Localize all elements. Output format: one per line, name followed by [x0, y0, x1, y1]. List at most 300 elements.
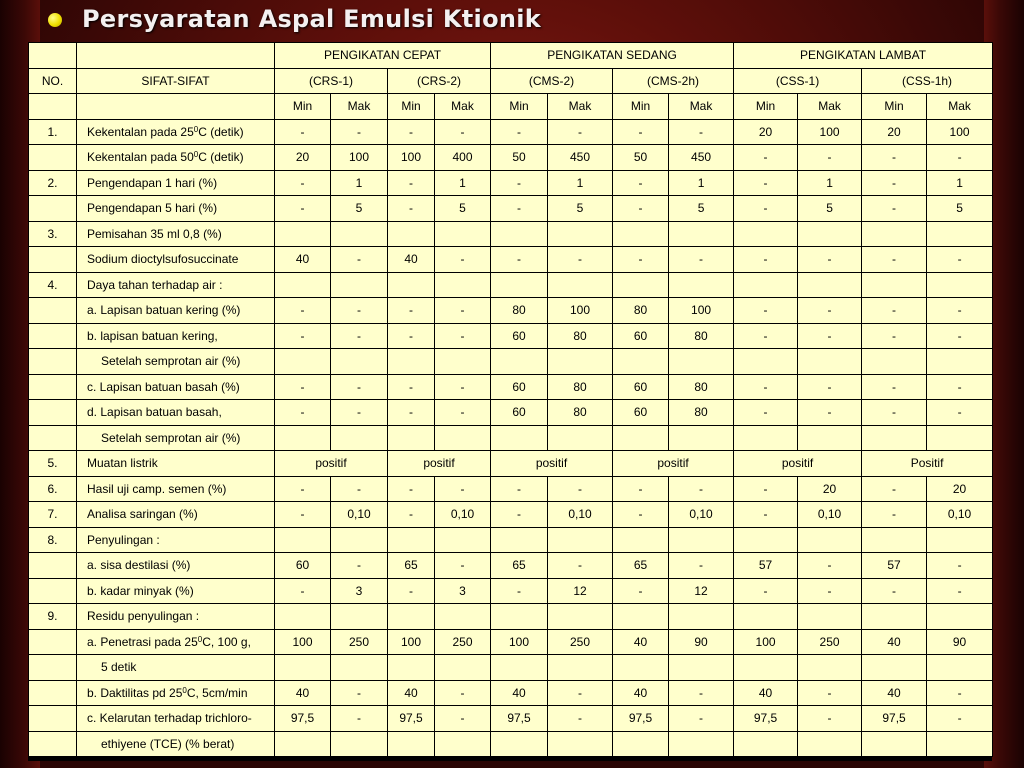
value-cell: - — [734, 374, 798, 400]
value-cell: - — [388, 476, 435, 502]
value-cell: - — [548, 119, 613, 145]
bullet-icon — [48, 13, 62, 27]
property-label: 5 detik — [101, 660, 137, 675]
row-number — [29, 400, 77, 426]
value-cell: - — [435, 247, 491, 273]
value-cell — [613, 604, 669, 630]
property-label: b. kadar minyak (%) — [87, 583, 194, 598]
value-cell: - — [862, 323, 927, 349]
value-cell: - — [669, 119, 734, 145]
property-label: a. Lapisan batuan kering (%) — [87, 303, 241, 318]
value-cell: 65 — [491, 553, 548, 579]
row-number: 2. — [29, 170, 77, 196]
value-cell: 40 — [275, 680, 331, 706]
value-cell: - — [613, 170, 669, 196]
value-cell — [435, 425, 491, 451]
value-cell: - — [734, 578, 798, 604]
value-cell — [388, 221, 435, 247]
property-cell — [77, 578, 275, 604]
value-cell: - — [331, 119, 388, 145]
table-row — [29, 578, 993, 604]
value-cell: - — [862, 247, 927, 273]
value-cell: 12 — [548, 578, 613, 604]
property-label: b. Daktilitas pd 25 — [87, 685, 183, 700]
table-row — [29, 527, 993, 553]
value-cell: - — [435, 400, 491, 426]
value-cell — [669, 731, 734, 757]
value-cell: 450 — [548, 145, 613, 171]
value-cell — [798, 221, 862, 247]
min-header: Min — [275, 94, 331, 120]
value-cell: 80 — [669, 323, 734, 349]
value-cell: 1 — [331, 170, 388, 196]
property-cell — [77, 323, 275, 349]
value-cell — [388, 527, 435, 553]
row-number — [29, 629, 77, 655]
value-cell — [734, 655, 798, 681]
property-cell — [77, 502, 275, 528]
value-cell — [798, 527, 862, 553]
value-cell: - — [388, 298, 435, 324]
value-cell: 60 — [613, 374, 669, 400]
value-cell-merged: Positif — [862, 451, 993, 477]
value-cell: - — [798, 680, 862, 706]
degree-superscript: 0 — [193, 124, 199, 134]
value-cell: - — [435, 706, 491, 732]
value-cell: - — [491, 196, 548, 222]
min-header: Min — [862, 94, 927, 120]
value-cell: 0,10 — [798, 502, 862, 528]
property-cell — [77, 527, 275, 553]
value-cell — [331, 349, 388, 375]
value-cell-merged: positif — [734, 451, 862, 477]
value-cell: - — [435, 119, 491, 145]
property-label: Kekentalan pada 50 — [87, 150, 194, 165]
value-cell: - — [548, 247, 613, 273]
value-cell: - — [669, 476, 734, 502]
value-cell: 97,5 — [275, 706, 331, 732]
value-cell: - — [927, 374, 993, 400]
value-cell — [734, 604, 798, 630]
row-number: 6. — [29, 476, 77, 502]
value-cell: - — [613, 476, 669, 502]
value-cell — [798, 425, 862, 451]
value-cell: - — [331, 476, 388, 502]
value-cell — [388, 349, 435, 375]
value-cell: 250 — [548, 629, 613, 655]
group-header: PENGIKATAN SEDANG — [491, 43, 734, 69]
value-cell: 97,5 — [734, 706, 798, 732]
value-cell: 80 — [548, 374, 613, 400]
value-cell — [734, 527, 798, 553]
value-cell — [734, 349, 798, 375]
value-cell — [388, 604, 435, 630]
value-cell: - — [275, 476, 331, 502]
value-cell: - — [548, 553, 613, 579]
table-row — [29, 298, 993, 324]
value-cell: - — [331, 298, 388, 324]
property-label: a. sisa destilasi (%) — [87, 558, 191, 573]
property-label: Daya tahan terhadap air : — [87, 277, 223, 292]
value-cell — [331, 221, 388, 247]
property-suffix: C, 100 g, — [202, 634, 251, 649]
value-cell — [548, 272, 613, 298]
table-row — [29, 731, 993, 757]
value-cell — [548, 604, 613, 630]
value-cell: 65 — [388, 553, 435, 579]
no-header: NO. — [29, 68, 77, 94]
value-cell: 100 — [275, 629, 331, 655]
value-cell — [435, 731, 491, 757]
row-number — [29, 731, 77, 757]
value-cell: 5 — [798, 196, 862, 222]
value-cell — [331, 655, 388, 681]
value-cell — [491, 655, 548, 681]
table-row — [29, 400, 993, 426]
value-cell — [331, 527, 388, 553]
value-cell: - — [491, 476, 548, 502]
value-cell: 57 — [862, 553, 927, 579]
value-cell: - — [798, 706, 862, 732]
value-cell — [927, 221, 993, 247]
value-cell: - — [798, 374, 862, 400]
value-cell: - — [862, 170, 927, 196]
value-cell: 40 — [388, 680, 435, 706]
value-cell: 65 — [613, 553, 669, 579]
value-cell — [798, 604, 862, 630]
value-cell: 40 — [613, 629, 669, 655]
value-cell-merged: positif — [491, 451, 613, 477]
property-cell — [77, 706, 275, 732]
value-cell: - — [435, 323, 491, 349]
value-cell: 100 — [548, 298, 613, 324]
min-header: Min — [613, 94, 669, 120]
value-cell: 100 — [734, 629, 798, 655]
value-cell: - — [927, 553, 993, 579]
value-cell: 20 — [927, 476, 993, 502]
value-cell — [927, 349, 993, 375]
property-cell — [77, 655, 275, 681]
value-cell: 97,5 — [862, 706, 927, 732]
value-cell — [862, 527, 927, 553]
value-cell — [435, 221, 491, 247]
table-wrapper — [28, 42, 992, 761]
property-suffix: C (detik) — [198, 124, 244, 139]
table-row — [29, 374, 993, 400]
value-cell: - — [734, 476, 798, 502]
value-cell — [275, 349, 331, 375]
value-cell: 60 — [275, 553, 331, 579]
table-row — [29, 247, 993, 273]
value-cell: - — [435, 298, 491, 324]
value-cell — [927, 604, 993, 630]
value-cell: 80 — [613, 298, 669, 324]
value-cell — [491, 604, 548, 630]
value-cell: 5 — [927, 196, 993, 222]
value-cell — [275, 272, 331, 298]
value-cell: - — [435, 374, 491, 400]
value-cell — [862, 221, 927, 247]
value-cell: 40 — [491, 680, 548, 706]
value-cell — [548, 527, 613, 553]
table-row — [29, 145, 993, 171]
value-cell: - — [669, 553, 734, 579]
value-cell: - — [927, 680, 993, 706]
property-label: b. lapisan batuan kering, — [87, 328, 218, 343]
value-cell: - — [388, 119, 435, 145]
value-cell — [734, 425, 798, 451]
value-cell — [862, 604, 927, 630]
value-cell: - — [927, 400, 993, 426]
value-cell: 97,5 — [388, 706, 435, 732]
value-cell — [613, 425, 669, 451]
value-cell: 250 — [798, 629, 862, 655]
row-number — [29, 349, 77, 375]
value-cell: 0,10 — [548, 502, 613, 528]
value-cell: - — [491, 247, 548, 273]
degree-superscript: 0 — [197, 634, 203, 644]
value-cell: 100 — [388, 145, 435, 171]
table-row — [29, 629, 993, 655]
value-cell: - — [798, 323, 862, 349]
value-cell — [275, 221, 331, 247]
property-suffix: C (detik) — [198, 150, 244, 165]
value-cell: - — [669, 680, 734, 706]
property-label: Sodium dioctylsufosuccinate — [87, 252, 239, 267]
value-cell: 20 — [734, 119, 798, 145]
value-cell: - — [613, 196, 669, 222]
value-cell: - — [275, 170, 331, 196]
value-cell — [669, 425, 734, 451]
min-header: Min — [491, 94, 548, 120]
property-label: Pengendapan 1 hari (%) — [87, 175, 218, 190]
value-cell: - — [798, 298, 862, 324]
value-cell — [669, 655, 734, 681]
min-header: Min — [734, 94, 798, 120]
degree-superscript: 0 — [182, 685, 187, 695]
row-number — [29, 374, 77, 400]
min-header: Min — [388, 94, 435, 120]
value-cell: - — [331, 553, 388, 579]
value-cell: - — [388, 374, 435, 400]
value-cell: - — [734, 196, 798, 222]
property-label: d. Lapisan batuan basah, — [87, 405, 222, 420]
mak-header: Mak — [435, 94, 491, 120]
property-cell — [77, 119, 275, 145]
value-cell: 50 — [491, 145, 548, 171]
property-cell — [77, 553, 275, 579]
value-cell: - — [927, 145, 993, 171]
property-label: Analisa saringan (%) — [87, 507, 198, 522]
property-label: Hasil uji camp. semen (%) — [87, 481, 227, 496]
value-cell: - — [862, 476, 927, 502]
value-cell — [927, 425, 993, 451]
value-cell: - — [927, 578, 993, 604]
value-cell: - — [331, 400, 388, 426]
value-cell: 97,5 — [491, 706, 548, 732]
header-row-minmax — [29, 94, 993, 120]
value-cell: 50 — [613, 145, 669, 171]
value-cell: - — [613, 247, 669, 273]
type-header: (CSS-1h) — [862, 68, 993, 94]
requirements-table — [28, 42, 993, 757]
header-row-groups — [29, 43, 993, 69]
header-cell — [77, 94, 275, 120]
type-header: (CRS-1) — [275, 68, 388, 94]
value-cell: 80 — [669, 374, 734, 400]
value-cell — [862, 272, 927, 298]
value-cell — [927, 527, 993, 553]
value-cell: - — [927, 706, 993, 732]
value-cell: 90 — [669, 629, 734, 655]
value-cell: - — [491, 502, 548, 528]
value-cell: - — [331, 374, 388, 400]
value-cell: - — [862, 578, 927, 604]
value-cell — [331, 604, 388, 630]
type-header: (CSS-1) — [734, 68, 862, 94]
value-cell: - — [798, 553, 862, 579]
row-number: 5. — [29, 451, 77, 477]
row-number — [29, 247, 77, 273]
value-cell: 60 — [491, 323, 548, 349]
property-label: c. Kelarutan terhadap trichloro- — [87, 711, 252, 726]
value-cell: 0,10 — [331, 502, 388, 528]
table-row — [29, 451, 993, 477]
value-cell: 80 — [491, 298, 548, 324]
value-cell: - — [388, 578, 435, 604]
value-cell: 250 — [331, 629, 388, 655]
value-cell: 3 — [435, 578, 491, 604]
table-row — [29, 680, 993, 706]
property-cell — [77, 680, 275, 706]
value-cell: 5 — [669, 196, 734, 222]
row-number: 9. — [29, 604, 77, 630]
value-cell — [435, 655, 491, 681]
value-cell: - — [331, 323, 388, 349]
value-cell — [548, 655, 613, 681]
value-cell — [927, 272, 993, 298]
value-cell — [331, 731, 388, 757]
value-cell: - — [548, 706, 613, 732]
table-row — [29, 476, 993, 502]
value-cell-merged: positif — [613, 451, 734, 477]
value-cell: - — [491, 578, 548, 604]
group-header: PENGIKATAN LAMBAT — [734, 43, 993, 69]
property-cell — [77, 221, 275, 247]
value-cell — [669, 272, 734, 298]
table-row — [29, 553, 993, 579]
table-row — [29, 349, 993, 375]
sifat-header: SIFAT-SIFAT — [77, 68, 275, 94]
row-number — [29, 145, 77, 171]
value-cell — [491, 425, 548, 451]
property-cell — [77, 349, 275, 375]
value-cell — [275, 425, 331, 451]
value-cell — [669, 349, 734, 375]
value-cell — [613, 221, 669, 247]
table-row — [29, 272, 993, 298]
value-cell — [548, 349, 613, 375]
value-cell — [548, 221, 613, 247]
value-cell: - — [798, 400, 862, 426]
value-cell: - — [388, 323, 435, 349]
value-cell: 40 — [734, 680, 798, 706]
value-cell — [275, 655, 331, 681]
value-cell: 40 — [862, 680, 927, 706]
row-number: 4. — [29, 272, 77, 298]
property-cell — [77, 145, 275, 171]
row-number — [29, 425, 77, 451]
value-cell: 97,5 — [613, 706, 669, 732]
property-label: Muatan listrik — [87, 456, 158, 471]
value-cell: 60 — [613, 323, 669, 349]
mak-header: Mak — [331, 94, 388, 120]
value-cell: - — [388, 170, 435, 196]
value-cell: 5 — [435, 196, 491, 222]
value-cell — [927, 731, 993, 757]
property-label: Pengendapan 5 hari (%) — [87, 201, 218, 216]
value-cell — [548, 731, 613, 757]
value-cell — [613, 655, 669, 681]
value-cell — [275, 604, 331, 630]
title-bar — [48, 4, 541, 34]
property-cell — [77, 476, 275, 502]
value-cell: - — [862, 298, 927, 324]
property-cell — [77, 374, 275, 400]
property-cell — [77, 400, 275, 426]
value-cell — [862, 655, 927, 681]
value-cell: - — [275, 400, 331, 426]
table-row — [29, 323, 993, 349]
value-cell — [435, 527, 491, 553]
value-cell — [388, 425, 435, 451]
value-cell — [669, 527, 734, 553]
value-cell: - — [548, 680, 613, 706]
value-cell: 1 — [927, 170, 993, 196]
table-row — [29, 706, 993, 732]
value-cell: - — [275, 374, 331, 400]
property-cell — [77, 170, 275, 196]
value-cell: 20 — [275, 145, 331, 171]
table-row — [29, 196, 993, 222]
value-cell: 5 — [331, 196, 388, 222]
value-cell — [862, 349, 927, 375]
property-cell — [77, 298, 275, 324]
value-cell: - — [275, 578, 331, 604]
value-cell: - — [927, 247, 993, 273]
value-cell — [862, 425, 927, 451]
value-cell: 40 — [388, 247, 435, 273]
property-label: a. Penetrasi pada 25 — [87, 634, 198, 649]
value-cell: 60 — [491, 374, 548, 400]
property-cell — [77, 604, 275, 630]
value-cell: 20 — [862, 119, 927, 145]
value-cell: 1 — [669, 170, 734, 196]
property-cell — [77, 425, 275, 451]
value-cell: 100 — [491, 629, 548, 655]
table-row — [29, 425, 993, 451]
value-cell: - — [613, 119, 669, 145]
property-label: Setelah semprotan air (%) — [101, 354, 241, 369]
property-label: Pemisahan 35 ml 0,8 (%) — [87, 226, 222, 241]
value-cell: - — [491, 170, 548, 196]
value-cell: 40 — [275, 247, 331, 273]
degree-superscript: 0 — [193, 150, 199, 160]
row-number — [29, 553, 77, 579]
value-cell: 20 — [798, 476, 862, 502]
value-cell: - — [862, 145, 927, 171]
value-cell: 80 — [548, 400, 613, 426]
